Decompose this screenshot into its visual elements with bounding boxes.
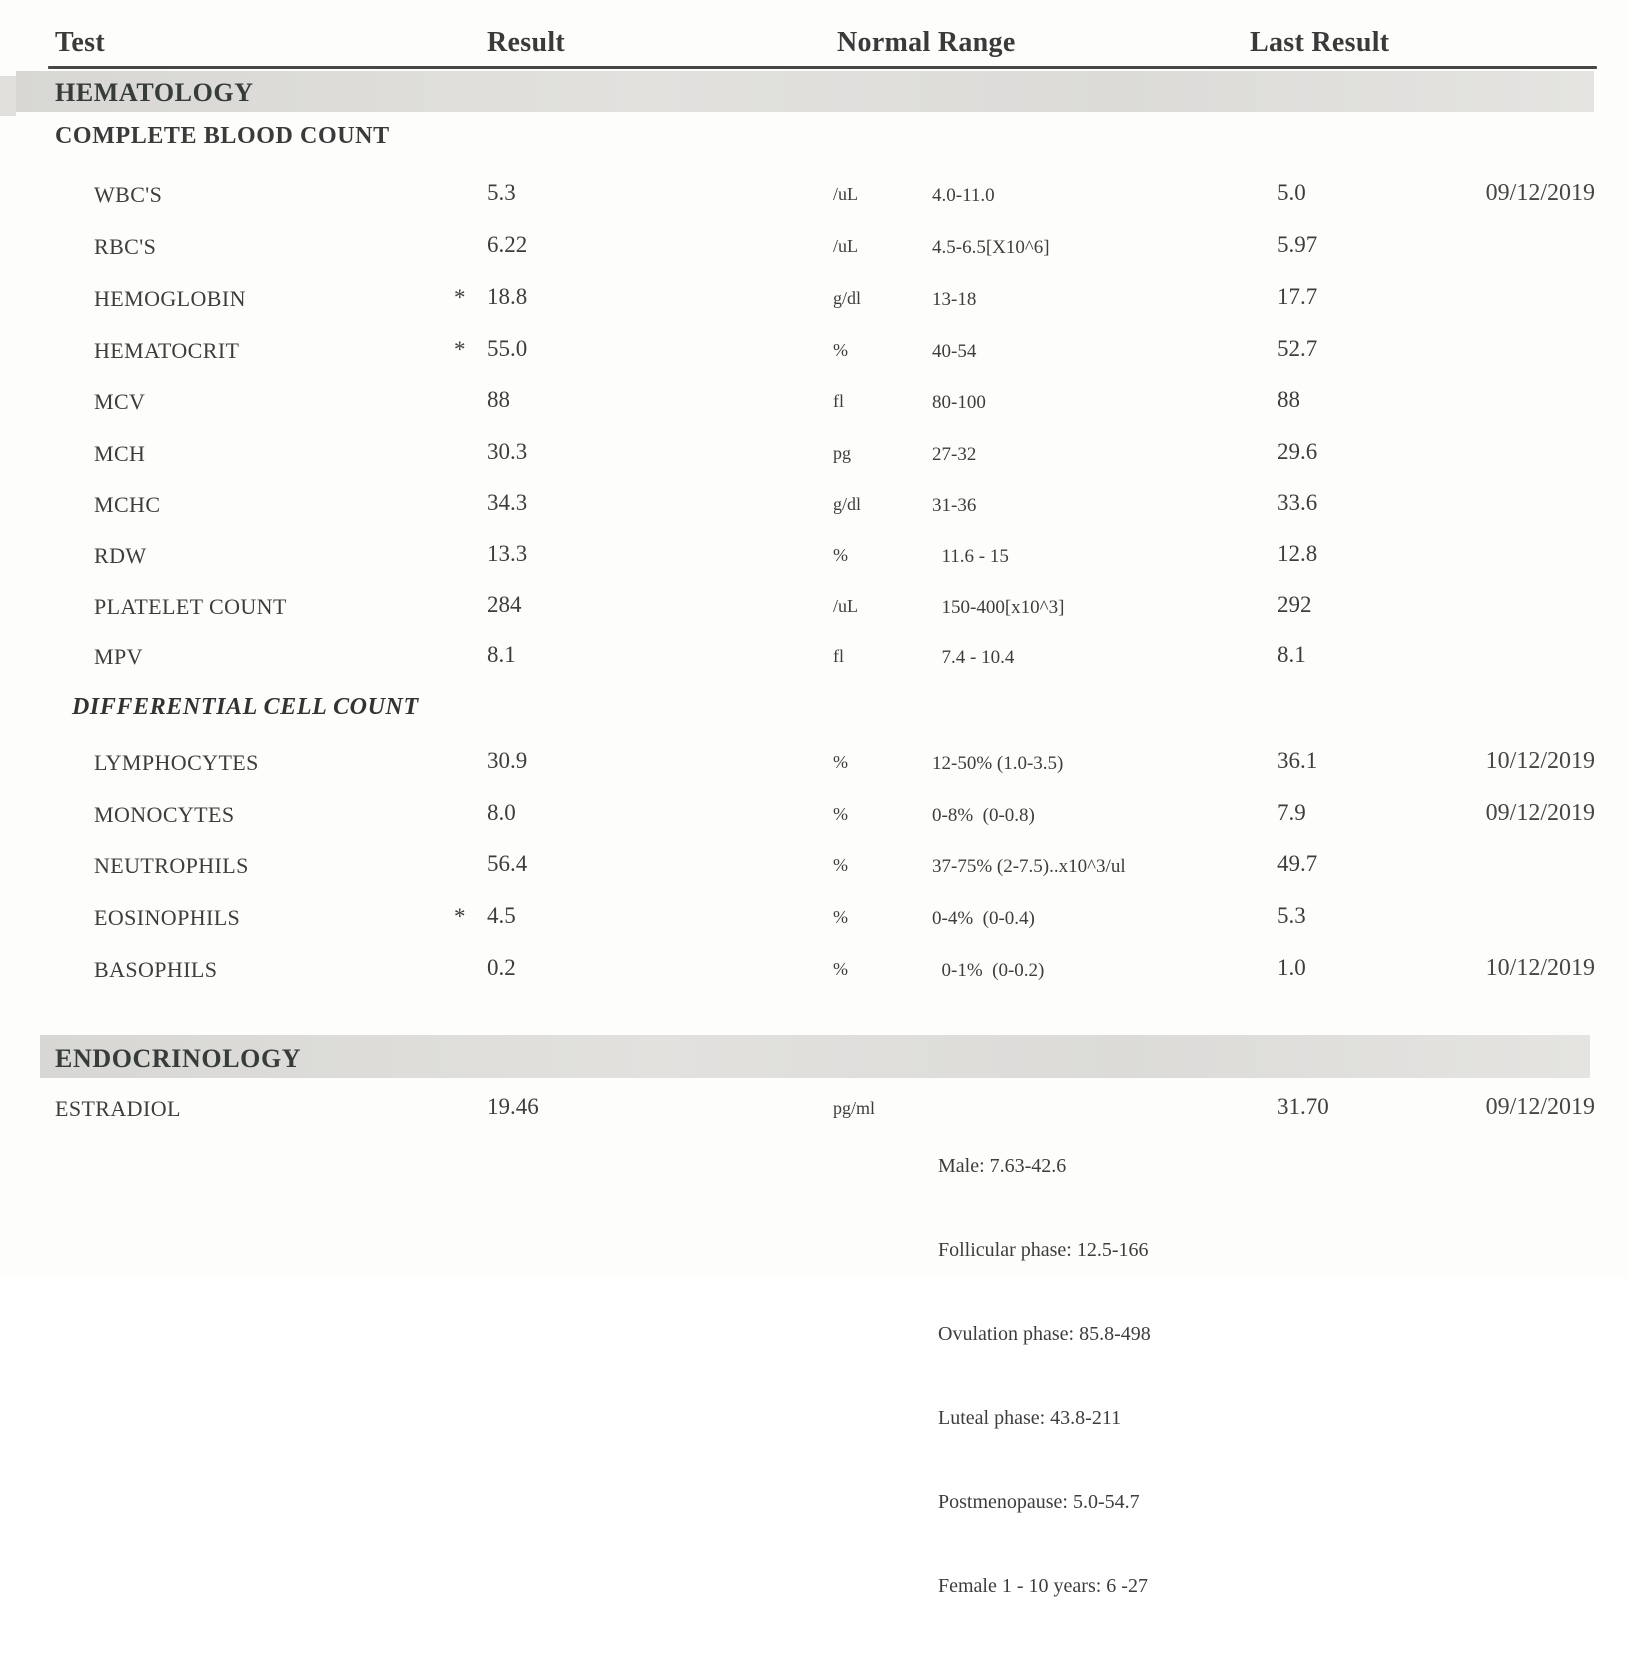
unit-label: g/dl [833, 494, 862, 514]
result-date: 09/12/2019 [1485, 800, 1595, 826]
section-band-hematology [16, 71, 1594, 112]
result-value: 13.3 [487, 541, 528, 566]
normal-range-value: 13-18 [932, 289, 977, 310]
last-result-value: 292 [1277, 592, 1312, 617]
table-row [0, 490, 1629, 536]
unit-label: pg/ml [833, 1098, 876, 1118]
last-result-value: 8.1 [1277, 642, 1306, 667]
unit-label: /uL [833, 236, 858, 256]
normal-range-line: Follicular phase: 12.5-166 [938, 1239, 1149, 1261]
table-row [0, 180, 1629, 226]
last-result-value: 1.0 [1277, 955, 1306, 980]
unit-label: % [833, 752, 848, 772]
table-row [0, 336, 1629, 382]
normal-range-value: 0-4% (0-0.4) [932, 908, 1035, 929]
last-result-value: 7.9 [1277, 800, 1306, 825]
normal-range-value: 4.0-11.0 [932, 185, 995, 206]
last-result-value: 88 [1277, 387, 1300, 412]
last-result-value: 5.0 [1277, 180, 1306, 205]
last-result-value: 52.7 [1277, 336, 1318, 361]
result-value: 88 [487, 387, 510, 412]
table-row [0, 439, 1629, 485]
result-value: 284 [487, 592, 522, 617]
column-header-result: Result [487, 27, 566, 58]
last-result-value: 5.97 [1277, 232, 1318, 257]
test-name: RBC'S [94, 234, 157, 259]
unit-label: fl [833, 391, 844, 411]
subsection-title-differential: DIFFERENTIAL CELL COUNT [72, 694, 419, 720]
last-result-value: 33.6 [1277, 490, 1318, 515]
result-date: 10/12/2019 [1485, 748, 1595, 774]
table-row [0, 592, 1629, 638]
unit-label: fl [833, 646, 844, 666]
test-name: WBC'S [94, 182, 163, 207]
last-result-value: 49.7 [1277, 851, 1318, 876]
result-value: 0.2 [487, 955, 516, 980]
test-name: MCV [94, 389, 146, 414]
section-band-endocrinology [40, 1035, 1590, 1078]
abnormal-flag: * [454, 285, 466, 310]
abnormal-flag: * [454, 337, 466, 362]
last-result-value: 36.1 [1277, 748, 1318, 773]
abnormal-flag: * [454, 904, 466, 929]
normal-range-value: 11.6 - 15 [932, 546, 1009, 567]
test-name: LYMPHOCYTES [94, 750, 259, 775]
test-name: HEMATOCRIT [94, 338, 240, 363]
table-row [0, 955, 1629, 1001]
normal-range-value: 0-1% (0-0.2) [932, 960, 1045, 981]
last-result-value: 17.7 [1277, 284, 1318, 309]
unit-label: % [833, 340, 848, 360]
normal-range-value: 12-50% (1.0-3.5) [932, 753, 1064, 774]
unit-label: % [833, 545, 848, 565]
normal-range-value: 80-100 [932, 392, 986, 413]
unit-label: % [833, 855, 848, 875]
result-value: 30.3 [487, 439, 528, 464]
normal-range-line: Postmenopause: 5.0-54.7 [938, 1491, 1140, 1513]
column-header-test: Test [55, 27, 105, 58]
table-row [0, 903, 1629, 949]
result-date: 09/12/2019 [1485, 1094, 1595, 1120]
result-value: 56.4 [487, 851, 528, 876]
normal-range-multiline [938, 1096, 1151, 1656]
last-result-value: 31.70 [1277, 1094, 1329, 1119]
table-row [0, 284, 1629, 330]
table-row [0, 851, 1629, 897]
section-title-endocrinology: ENDOCRINOLOGY [55, 1044, 302, 1073]
result-value: 55.0 [487, 336, 528, 361]
normal-range-value: 4.5-6.5[X10^6] [932, 237, 1050, 258]
table-row [0, 232, 1629, 278]
table-row [0, 387, 1629, 433]
test-name: BASOPHILS [94, 957, 218, 982]
unit-label: /uL [833, 184, 858, 204]
normal-range-value: 0-8% (0-0.8) [932, 805, 1035, 826]
normal-range-value: 27-32 [932, 444, 977, 465]
result-date: 09/12/2019 [1485, 180, 1595, 206]
section-title-hematology: HEMATOLOGY [55, 78, 254, 107]
unit-label: pg [833, 443, 851, 463]
unit-label: % [833, 907, 848, 927]
table-row [0, 800, 1629, 846]
result-value: 8.1 [487, 642, 516, 667]
normal-range-value: 37-75% (2-7.5)..x10^3/ul [932, 856, 1126, 877]
result-date: 10/12/2019 [1485, 955, 1595, 981]
normal-range-line: Ovulation phase: 85.8-498 [938, 1323, 1151, 1345]
normal-range-value: 7.4 - 10.4 [932, 647, 1015, 668]
table-row [0, 1094, 1629, 1597]
normal-range-value: 150-400[x10^3] [932, 597, 1065, 618]
unit-label: % [833, 804, 848, 824]
test-name: RDW [94, 543, 147, 568]
last-result-value: 12.8 [1277, 541, 1318, 566]
result-value: 18.8 [487, 284, 528, 309]
table-row [0, 748, 1629, 794]
unit-label: /uL [833, 596, 858, 616]
header-divider-line [48, 66, 1597, 69]
table-row [0, 642, 1629, 688]
unit-label: g/dl [833, 288, 862, 308]
subsection-title-cbc: COMPLETE BLOOD COUNT [55, 123, 390, 149]
result-value: 19.46 [487, 1094, 539, 1119]
test-name: MPV [94, 644, 143, 669]
normal-range-value: 31-36 [932, 495, 977, 516]
normal-range-line: Male: 7.63-42.6 [938, 1155, 1067, 1177]
test-name: EOSINOPHILS [94, 905, 241, 930]
last-result-value: 5.3 [1277, 903, 1306, 928]
test-name: MONOCYTES [94, 802, 235, 827]
result-value: 5.3 [487, 180, 516, 205]
unit-label: % [833, 959, 848, 979]
result-value: 6.22 [487, 232, 528, 257]
result-value: 30.9 [487, 748, 528, 773]
result-value: 8.0 [487, 800, 516, 825]
test-name: NEUTROPHILS [94, 853, 249, 878]
test-name: HEMOGLOBIN [94, 286, 246, 311]
table-row [0, 541, 1629, 587]
normal-range-line: Luteal phase: 43.8-211 [938, 1407, 1122, 1429]
test-name: PLATELET COUNT [94, 594, 287, 619]
test-name: MCHC [94, 492, 161, 517]
last-result-value: 29.6 [1277, 439, 1318, 464]
result-value: 34.3 [487, 490, 528, 515]
test-name: ESTRADIOL [55, 1096, 181, 1121]
normal-range-line: Female 1 - 10 years: 6 -27 [938, 1575, 1148, 1597]
test-name: MCH [94, 441, 146, 466]
column-header-normal-range: Normal Range [837, 27, 1016, 58]
result-value: 4.5 [487, 903, 516, 928]
column-header-last-result: Last Result [1250, 27, 1390, 58]
scan-artifact [0, 76, 16, 116]
normal-range-value: 40-54 [932, 341, 977, 362]
